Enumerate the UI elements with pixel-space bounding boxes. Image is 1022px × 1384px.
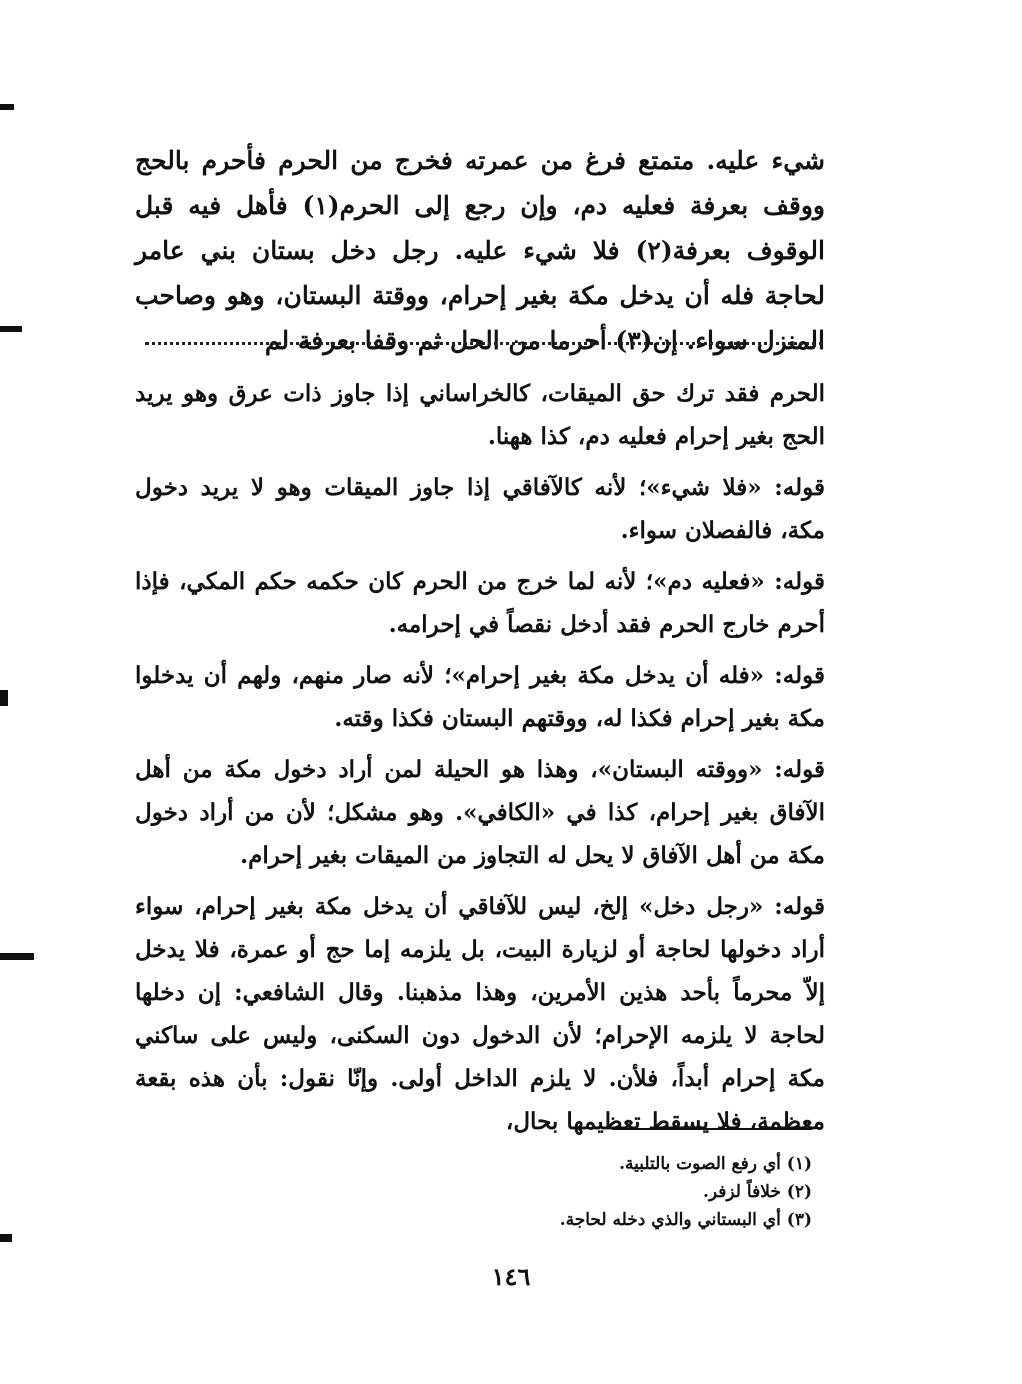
commentary-text: «فلا شيء»؛ لأنه كالآفاقي إذا جاوز الميقات وهو لا يريد دخول مكة، فالفصلان سواء. xyxy=(135,474,825,544)
commentary-text: «ووقته البستان»، وهذا هو الحيلة لمن أراد دخول مكة من أهل الآفاق بغير إحرام، كذا في «الكافي». وهو مشكل؛ لأن من أراد دخول مكة من أهل الآفاق لا يحل له التجاوز من الميقات بغير إحرام. xyxy=(135,756,825,869)
commentary-text: الحرم فقد ترك حق الميقات، كالخراساني إذا جاوز ذات عرق وهو يريد الحج بغير إحرام فعليه دم، كذا ههنا. xyxy=(135,380,825,450)
commentary-paragraph xyxy=(135,654,825,740)
footnote: (١) أي رفع الصوت بالتلبية. xyxy=(619,1154,812,1174)
commentary-paragraph xyxy=(135,560,825,646)
commentary-text: «فله أن يدخل مكة بغير إحرام»؛ لأنه صار منهم، ولهم أن يدخلوا مكة بغير إحرام فكذا له، ووقتهم البستان فكذا وقته. xyxy=(135,662,825,732)
page-number: ١٤٦ xyxy=(491,1262,531,1291)
qawl-label: قوله: xyxy=(774,662,825,689)
scan-edge-mark xyxy=(0,953,34,960)
commentary-paragraph xyxy=(135,372,825,458)
dotted-separator xyxy=(145,342,823,345)
footnote-rule xyxy=(612,1128,812,1130)
scan-edge-mark xyxy=(0,326,22,332)
commentary-paragraph xyxy=(135,885,825,1143)
qawl-label: قوله: xyxy=(774,474,825,501)
scan-edge-mark xyxy=(0,104,14,110)
scan-edge-mark xyxy=(0,690,8,706)
qawl-label: قوله: xyxy=(774,756,826,783)
footnotes xyxy=(412,1150,812,1234)
footnote: (٢) خلافاً لزفر. xyxy=(702,1182,812,1202)
commentary xyxy=(135,372,825,1151)
commentary-paragraph xyxy=(135,466,825,552)
commentary-text: «فعليه دم»؛ لأنه لما خرج من الحرم كان حكمه حكم المكي، فإذا أحرم خارج الحرم فقد أدخل نقصاً في إحرامه. xyxy=(135,568,825,638)
commentary-text: «رجل دخل» إلخ، ليس للآفاقي أن يدخل مكة بغير إحرام، سواء أراد دخولها لحاجة أو لزيارة البيت، بل يلزمه إما حج أو عمرة، فلا يدخل إلاّ محرماً بأحد هذين الأمرين، وهذا مذهبنا. وقال الشافعي: إن دخلها لحاجة لا يلزمه الإحرام؛ لأن الدخول دون السكنى، وليس على ساكني مكة إحرام أبداً، فلأن. لا يلزم الداخل أولى. وإنّا نقول: بأن هذه بقعة معظمة، فلا يسقط تعظيمها بحال، xyxy=(135,893,825,1135)
qawl-label: قوله: xyxy=(774,568,825,595)
footnote: (٣) أي البستاني والذي دخله لحاجة. xyxy=(559,1210,812,1230)
scan-edge-mark xyxy=(0,1234,12,1242)
main-text xyxy=(135,138,825,363)
commentary-paragraph xyxy=(135,748,825,877)
main-text-paragraph: شيء عليه. متمتع فرغ من عمرته فخرج من الحرم فأحرم بالحج ووقف بعرفة فعليه دم، وإن رجع إلى الحرم(١) فأهل فيه قبل الوقوف بعرفة(٢) فلا شيء عليه. رجل دخل بستان بني عامر لحاجة فله أن يدخل مكة بغير إحرام، ووقتة البستان، وهو وصاحب المنزل سواء. إن(٣) أحرما من الحل ثم وقفا بعرفة لم xyxy=(135,146,825,355)
qawl-label: قوله: xyxy=(774,893,825,920)
